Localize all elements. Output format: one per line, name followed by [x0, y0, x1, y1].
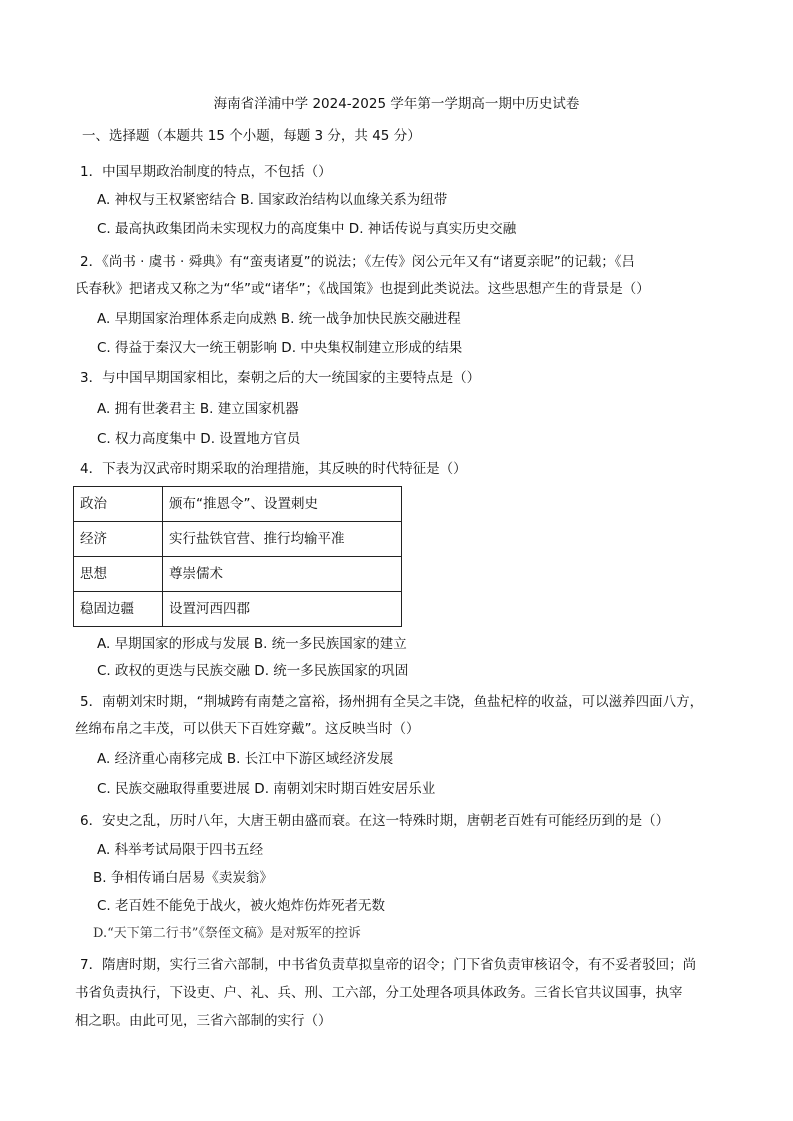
question-3-options-cd: C. 权力高度集中 D. 设置地方官员: [97, 431, 301, 447]
table-row: [74, 557, 402, 592]
table-row: [74, 592, 402, 627]
question-6-option-c: C. 老百姓不能免于战火，被火炮炸伤炸死者无数: [97, 898, 386, 914]
table-cell-measure: 实行盐铁官营、推行均输平准: [163, 522, 402, 557]
question-3-options-ab: A. 拥有世袭君主 B. 建立国家机器: [97, 401, 299, 417]
section-heading: 一、选择题（本题共 15 个小题，每题 3 分，共 45 分）: [82, 128, 421, 144]
question-4-options-ab: A. 早期国家的形成与发展 B. 统一多民族国家的建立: [97, 636, 407, 652]
question-4-stem: 4．下表为汉武帝时期采取的治理措施，其反映的时代特征是（）: [80, 461, 467, 477]
question-6-option-d: D.“天下第二行书”《祭侄文稿》是对叛军的控诉: [93, 926, 361, 941]
table-cell-field: 经济: [74, 522, 163, 557]
question-5-stem-line2: 丝绵布帛之丰茂，可以供天下百姓穿戴”。这反映当时（）: [75, 721, 420, 737]
table-row: [74, 487, 402, 522]
table-cell-field: 思想: [74, 557, 163, 592]
question-7-stem-line3: 相之职。由此可见，三省六部制的实行（）: [75, 1013, 332, 1029]
question-7-stem-line1: 7．隋唐时期，实行三省六部制，中书省负责草拟皇帝的诏令；门下省负责审核诏令，有不妥者驳回；尚: [80, 957, 697, 973]
question-2-stem-line1: 2．《尚书 · 虞书 · 舜典》有“蛮夷诸夏”的说法；《左传》闵公元年又有“诸夏亲昵”的记载；《吕: [80, 254, 636, 270]
table-row: [74, 522, 402, 557]
question-2-options-ab: A. 早期国家治理体系走向成熟 B. 统一战争加快民族交融进程: [97, 311, 461, 327]
question-2-options-cd: C. 得益于秦汉大一统王朝影响 D. 中央集权制建立形成的结果: [97, 340, 463, 356]
question-6-option-b: B. 争相传诵白居易《卖炭翁》: [93, 870, 273, 886]
table-cell-field: 政治: [74, 487, 163, 522]
table-cell-field: 稳固边疆: [74, 592, 163, 627]
table-cell-measure: 颁布“推恩令”、设置刺史: [163, 487, 402, 522]
question-5-stem-line1: 5．南朝刘宋时期，“荆城跨有南楚之富裕，扬州拥有全吴之丰饶，鱼盐杞梓的收益，可以滋养四面八方，: [80, 694, 704, 710]
question-4-options-cd: C. 政权的更迭与民族交融 D. 统一多民族国家的巩固: [97, 663, 409, 679]
page-title: 海南省洋浦中学 2024-2025 学年第一学期高一期中历史试卷: [213, 96, 580, 112]
question-1-options-cd: C. 最高执政集团尚未实现权力的高度集中 D. 神话传说与真实历史交融: [97, 221, 517, 237]
question-7-stem-line2: 书省负责执行，下设吏、户、礼、兵、刑、工六部，分工处理各项具体政务。三省长官共议国事，执宰: [75, 985, 683, 1001]
question-6-stem: 6．安史之乱，历时八年，大唐王朝由盛而衰。在这一特殊时期，唐朝老百姓有可能经历到的是（）: [80, 813, 670, 829]
table-cell-measure: 设置河西四郡: [163, 592, 402, 627]
question-1-options-ab: A. 神权与王权紧密结合 B. 国家政治结构以血缘关系为纽带: [97, 192, 448, 208]
question-1-stem: 1．中国早期政治制度的特点，不包括（）: [80, 164, 332, 180]
measures-table: [73, 486, 402, 627]
question-5-options-ab: A. 经济重心南移完成 B. 长江中下游区域经济发展: [97, 751, 394, 767]
table-cell-measure: 尊崇儒术: [163, 557, 402, 592]
question-2-stem-line2: 氏春秋》把诸戎又称之为“华”或“诸华”；《战国策》也提到此类说法。这些思想产生的背景是（）: [75, 281, 650, 297]
question-6-option-a: A. 科举考试局限于四书五经: [97, 842, 264, 858]
question-3-stem: 3．与中国早期国家相比，秦朝之后的大一统国家的主要特点是（）: [80, 370, 481, 386]
question-5-options-cd: C. 民族交融取得重要进展 D. 南朝刘宋时期百姓安居乐业: [97, 781, 436, 797]
